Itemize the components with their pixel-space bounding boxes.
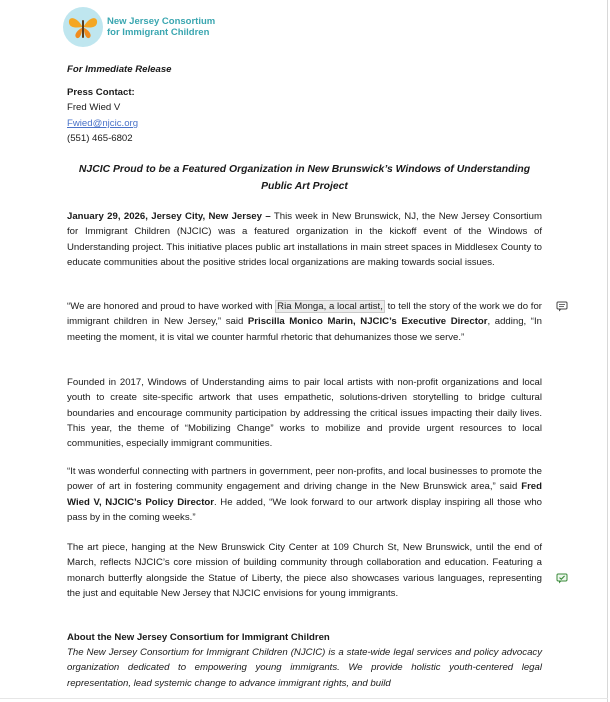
commented-text-highlight[interactable]: Ria Monga, a local artist, xyxy=(277,301,383,312)
about-text: The New Jersey Consortium for Immigrant Children (NJCIC) is a state-wide legal services and policy advocacy organization dedicated to empowering young immigrants. We provide holistic youth-centered legal representation, lead systemic change to advance immigrant rights, and build xyxy=(67,647,542,689)
paragraph-art-piece: The art piece, hanging at the New Brunswick City Center at 109 Church St, New Brunswick, until the end of March, reflects NJCIC’s core mission of building community through collaboration and education. Featuring a monarch butterfly alongside the Statue of Liberty, the piece also showcases various languages, representing the just and equitable New Jersey that NJCIC envisions for young immigrants. xyxy=(67,542,542,599)
logo-wordmark: New Jersey Consortium for Immigrant Children xyxy=(107,16,216,38)
about-heading: About the New Jersey Consortium for Immigrant Children xyxy=(67,632,330,643)
contact-phone: (551) 465-6802 xyxy=(67,133,133,144)
paragraph-quote-executive-director: “We are honored and proud to have worked with Ria Monga, a local artist, to tell the story of the work we do for immigrant children in New Jersey,” said Priscilla Monico Marin, NJCIC’s Executive Director, adding, “In meeting the moment, it is vital we counter harmful rhetoric that dehumanizes those we serve.” xyxy=(67,301,543,343)
dateline: January 29, 2026, Jersey City, New Jersey – xyxy=(67,211,271,222)
logo xyxy=(62,6,222,50)
paragraph-quote-policy-director: “It was wonderful connecting with partners in government, peer non-profits, and local businesses to promote the power of art in fostering community engagement and driving change in the New Brunswick area,” said Fred Wied V, NJCIC’s Policy Director. He added, “We look forward to our artwork display inspiring all those who pass by in the coming weeks.” xyxy=(67,466,542,523)
press-contact-label: Press Contact: xyxy=(67,87,135,98)
contact-name: Fred Wied V xyxy=(67,102,121,113)
paragraph-intro: January 29, 2026, Jersey City, New Jersey – This week in New Brunswick, NJ, the New Jersey Consortium for Immigrant Children (NJCIC) was a featured organization in the kickoff event of the Windows of Understanding project. This initiative places public art installations in main street spaces in Middlesex County to educate communities about the positive strides local organizations are making towards social issues. xyxy=(67,211,542,268)
page-bottom-edge xyxy=(0,698,608,699)
comment-icon[interactable] xyxy=(556,301,568,312)
contact-email-link[interactable]: Fwied@njcic.org xyxy=(67,118,139,129)
paragraph-windows-of-understanding: Founded in 2017, Windows of Understanding aims to pair local artists with non-profit organizations and local youth to create site-specific artwork that uses empathetic, solutions-driven storytelling to bridge cultural boundaries and encourage community participation by addressing the critical issues impacting their daily lives. This year, the theme of “Mobilizing Change” works to mobilize and provide urgent resources to local communities, especially immigrant communities. xyxy=(67,377,542,450)
headline: NJCIC Proud to be a Featured Organization in New Brunswick’s Windows of Understanding Public Art Project xyxy=(78,164,531,192)
release-label: For Immediate Release xyxy=(67,64,172,75)
butterfly-logo-icon xyxy=(62,6,104,48)
comment-resolved-icon[interactable] xyxy=(556,573,568,584)
